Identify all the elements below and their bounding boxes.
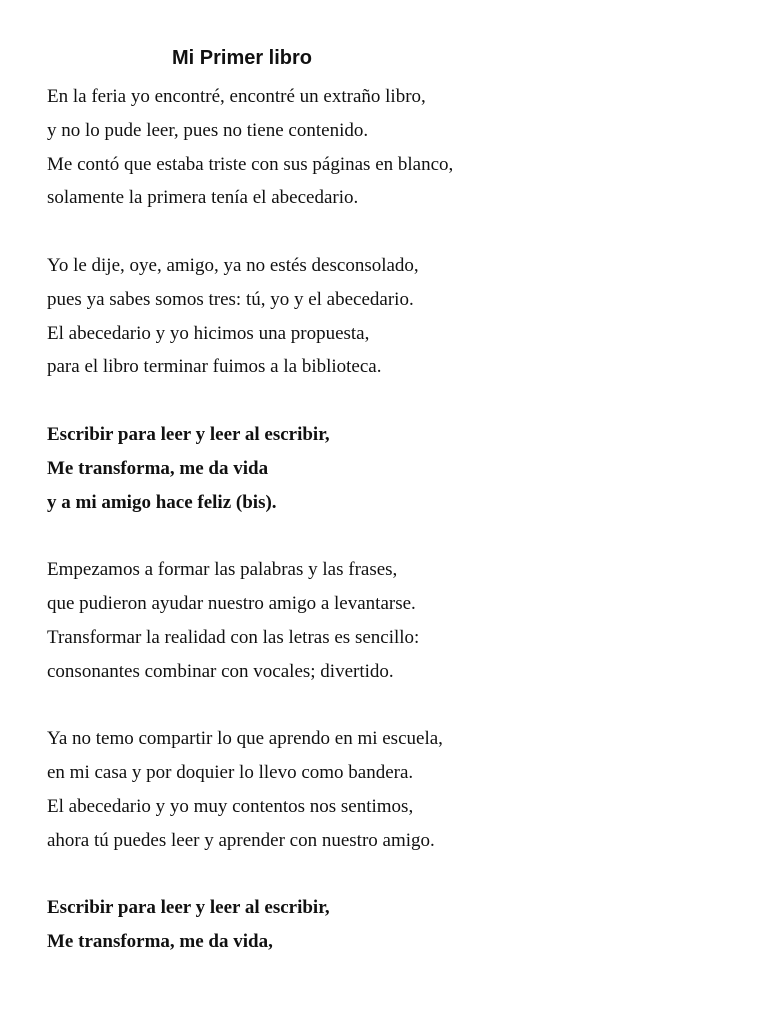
poem-line: El abecedario y yo muy contentos nos sentimos, (47, 795, 414, 817)
poem-line: en mi casa y por doquier lo llevo como bandera. (47, 761, 414, 783)
poem-line: El abecedario y yo hicimos una propuesta, (47, 322, 370, 344)
chorus-1 (47, 418, 727, 519)
chorus-line: Escribir para leer y leer al escribir, (47, 897, 330, 919)
poem-line: En la feria yo encontré, encontré un extraño libro, (47, 86, 426, 107)
chorus-line: Escribir para leer y leer al escribir, (47, 423, 330, 445)
chorus-line: Me transforma, me da vida (47, 457, 269, 479)
poem-line: Yo le dije, oye, amigo, ya no estés desconsolado, (47, 254, 419, 276)
poem-body (47, 80, 727, 993)
poem-line: y no lo pude leer, pues no tiene contenido. (47, 119, 369, 141)
chorus-line: y a mi amigo hace feliz (bis). (47, 491, 277, 513)
poem-line: Ya no temo compartir lo que aprendo en mi escuela, (47, 728, 443, 750)
stanza-1 (47, 80, 727, 215)
chorus-2 (47, 891, 727, 959)
poem-line: que pudieron ayudar nuestro amigo a levantarse. (47, 592, 416, 614)
poem-line: para el libro terminar fuimos a la biblioteca. (47, 356, 382, 378)
poem-title: Mi Primer libro (171, 47, 313, 69)
poem-line: solamente la primera tenía el abecedario. (47, 187, 359, 209)
poem-line: Transformar la realidad con las letras es sencillo: (47, 626, 420, 648)
poem-line: ahora tú puedes leer y aprender con nuestro amigo. (47, 829, 435, 851)
poem-line: Me contó que estaba triste con sus páginas en blanco, (47, 153, 454, 175)
poem-line: consonantes combinar con vocales; divertido. (47, 660, 394, 682)
chorus-line: Me transforma, me da vida, (47, 930, 273, 952)
poem-line: pues ya sabes somos tres: tú, yo y el abecedario. (47, 288, 414, 310)
stanza-4 (47, 722, 727, 857)
stanza-2 (47, 249, 727, 384)
poem-line: Empezamos a formar las palabras y las frases, (47, 559, 398, 581)
stanza-3 (47, 553, 727, 688)
